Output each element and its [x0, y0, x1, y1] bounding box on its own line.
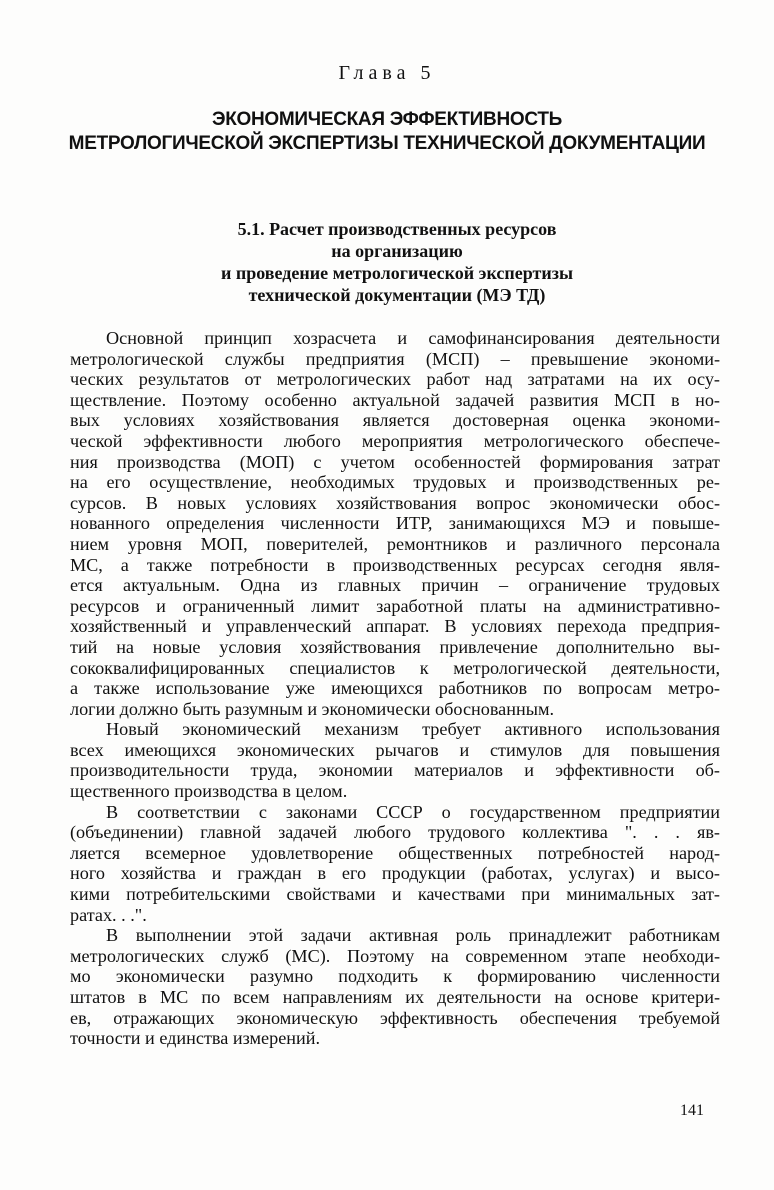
text-line: щественного производства в целом.: [70, 781, 348, 802]
paragraph: [70, 328, 720, 719]
text-line: ния производства (МОП) с учетом особенностей формирования затрат: [70, 451, 720, 472]
chapter-title: [40, 108, 734, 156]
text-line: сурсов. В новых условиях хозяйствования вопрос экономически обос-: [70, 492, 720, 513]
paragraph: [70, 802, 720, 926]
text-line: метрологической службы предприятия (МСП) – превышение экономи-: [70, 348, 720, 369]
text-line: кими потребительскими свойствами и качествами при минимальных зат-: [70, 884, 720, 905]
text-line: производительности труда, экономии материалов и эффективности об-: [70, 760, 720, 781]
page-number: 141: [680, 1102, 704, 1119]
text-line: ческой эффективности любого мероприятия метрологического обеспече-: [70, 430, 720, 451]
chapter-label: Глава 5: [338, 62, 436, 84]
text-line: на его осуществление, необходимых трудовых и производственных ре-: [70, 472, 720, 493]
text-line: метрологических служб (МС). Поэтому на современном этапе необходи-: [70, 945, 720, 966]
text-line: вых условиях хозяйствования является достоверная оценка экономи-: [70, 410, 720, 431]
text-line: хозяйственный и управленческий аппарат. В условиях перехода предприя-: [70, 616, 720, 637]
text-line: Основной принцип хозрасчета и самофинансирования деятельности: [106, 328, 720, 348]
text-line: ев, отражающих экономическую эффективность обеспечения требуемой: [70, 1007, 720, 1028]
section-title-line: и проведение метрологической экспертизы: [220, 263, 573, 283]
text-line: В соответствии с законами СССР о государственном предприятии: [106, 801, 720, 822]
text-line: ется актуальным. Одна из главных причин – ограничение трудовых: [70, 575, 720, 596]
text-line: (объединении) главной задачей любого трудового коллектива ". . . яв-: [70, 822, 720, 843]
section-title-line: технической документации (МЭ ТД): [248, 285, 546, 305]
paragraph: [70, 719, 720, 801]
text-line: всех имеющихся экономических рычагов и стимулов для повышения: [70, 739, 720, 760]
text-line: тий на новые условия хозяйствования привлечение дополнительно вы-: [70, 636, 720, 657]
text-line: ресурсов и ограниченный лимит заработной платы на административно-: [70, 595, 720, 616]
section-title-line: на организацию: [331, 241, 463, 261]
paragraph: [70, 925, 720, 1049]
text-line: нием уровня МОП, поверителей, ремонтников и различного персонала: [70, 533, 720, 554]
text-line: штатов в МС по всем направлениям их деятельности на основе критери-: [70, 987, 720, 1007]
text-line: В выполнении этой задачи активная роль принадлежит работникам: [106, 925, 720, 946]
text-line: мо экономически разумно подходить к формированию численности: [70, 966, 720, 987]
text-line: МС, а также потребности в производственных ресурсах сегодня явля-: [70, 554, 720, 575]
text-line: а также использование уже имеющихся работников по вопросам метро-: [70, 678, 720, 699]
text-line: ляется всемерное удовлетворение общественных потребностей народ-: [70, 842, 720, 863]
text-line: ного хозяйства и граждан в его продукции (работах, услугах) и высо-: [70, 863, 720, 884]
text-line: Новый экономический механизм требует активного использования: [106, 719, 720, 740]
chapter-title-line: ЭКОНОМИЧЕСКАЯ ЭФФЕКТИВНОСТЬ: [212, 109, 562, 130]
body-text: [70, 328, 720, 1049]
text-line: ческих результатов от метрологических работ над затратами на их осу-: [70, 369, 720, 390]
text-line: точности и единства измерений.: [70, 1028, 321, 1049]
text-line: ратах. . .".: [70, 904, 147, 925]
section-title: [100, 218, 694, 306]
text-line: сококвалифицированных специалистов к метрологической деятельности,: [70, 657, 720, 678]
text-line: ществление. Поэтому особенно актуальной задачей развития МСП в но-: [70, 389, 720, 410]
text-line: нованного определения численности ИТР, занимающихся МЭ и повыше-: [70, 513, 720, 534]
section-title-line: 5.1. Расчет производственных ресурсов: [237, 219, 557, 239]
chapter-title-line: МЕТРОЛОГИЧЕСКОЙ ЭКСПЕРТИЗЫ ТЕХНИЧЕСКОЙ ДОКУМЕНТАЦИИ: [68, 133, 706, 154]
text-line: логии должно быть разумным и экономически обоснованным.: [70, 698, 555, 719]
